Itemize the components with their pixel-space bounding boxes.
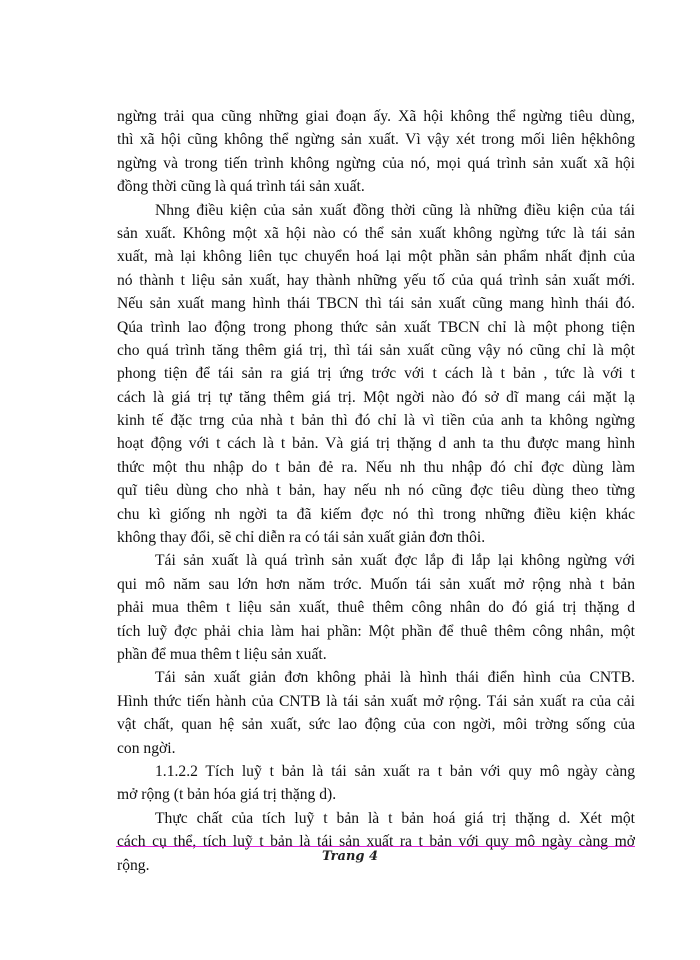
text-line: qui mô năm sau lớn hơn năm trớc. Muốn tái sản xuất mở rộng nhà t bản xyxy=(117,575,635,593)
text-line: không thay đổi, sẽ chỉ diễn ra có tái sản xuất giản đơn thôi. xyxy=(117,529,486,547)
text-line: phải mua thêm t liệu sản xuất, thuê thêm công nhân do đó giá trị thặng d xyxy=(117,599,635,617)
text-line: vật chất, quan hệ sản xuất, sức lao động của con ngời, môi trờng sống của xyxy=(117,716,635,734)
text-line: Nếu sản xuất mang hình thái TBCN thì tái sản xuất cũng mang hình thái đó. xyxy=(117,295,635,313)
text-line: cách cụ thể, tích luỹ t bản là tái sản xuất ra t bản với quy mô ngày càng mở xyxy=(117,833,635,851)
text-line: Thực chất của tích luỹ t bản là t bản hoá giá trị thặng d. Xét một xyxy=(155,809,635,827)
text-line: nó thành t liệu sản xuất, hay thành những yếu tố của quá trình sản xuất mới. xyxy=(117,271,635,289)
text-line: rộng. xyxy=(117,856,150,874)
text-line: phong tiện để tái sản ra giá trị ứng trớc với t cách là t bản , tức là với t xyxy=(117,365,635,383)
text-line: hoạt động với t cách là t bản. Và giá trị thặng d anh ta thu được mang hình xyxy=(117,435,635,453)
footer-divider xyxy=(116,846,635,847)
text-line: kinh tế đặc trng của nhà t bản thì đó chỉ là vì tiền của anh ta không ngừng xyxy=(117,412,635,430)
text-line: đồng thời cũng là quá trình tái sản xuất. xyxy=(117,178,365,196)
page-number: Trang 4 xyxy=(321,849,379,864)
text-line: ngừng và trong tiến trình không ngừng của nó, mọi quá trình sản xuất xã hội xyxy=(117,154,635,172)
text-line: 1.1.2.2 Tích luỹ t bản là tái sản xuất ra t bản với quy mô ngày càng xyxy=(155,762,635,780)
text-line: quĩ tiêu dùng cho nhà t bản, hay nếu nh nó cũng đợc tiêu dùng theo từng xyxy=(117,482,635,500)
text-line: phần để mua thêm t liệu sản xuất. xyxy=(117,645,327,663)
text-line: Nhng điều kiện của sản xuất đồng thời cũng là những điều kiện của tái xyxy=(155,201,635,219)
text-line: sản xuất. Không một xã hội nào có thể sản xuất không ngừng tức là tái sản xyxy=(117,224,635,242)
text-line: Hình thức tiến hành của CNTB là tái sản xuất mở rộng. Tái sản xuất ra của cải xyxy=(117,692,635,710)
text-line: cho quá trình tăng thêm giá trị, thì tái sản xuất cũng vậy nó cũng chỉ là một xyxy=(117,341,635,359)
body-text xyxy=(117,105,635,877)
text-line: tích luỹ đợc phải chia làm hai phần: Một phần để thuê thêm công nhân, một xyxy=(117,622,635,640)
text-line: thì xã hội cũng không thể ngừng sản xuất. Vì vậy xét trong mối liên hệkhông xyxy=(117,131,635,149)
text-line: con ngời. xyxy=(117,739,176,757)
text-line: cách là giá trị tự tăng thêm giá trị. Một ngời nào đó sở dĩ mang cái mặt lạ xyxy=(117,388,635,406)
text-line: Tái sản xuất giản đơn không phải là hình thái điển hình của CNTB. xyxy=(155,669,635,687)
text-line: thức một thu nhập do t bản đẻ ra. Nếu nh thu nhập đó chỉ đợc dùng làm xyxy=(117,458,635,476)
text-line: Tái sản xuất là quá trình sản xuất đợc lắp đi lắp lại không ngừng với xyxy=(155,552,635,570)
text-line: chu kì giống nh ngời ta đã kiếm đợc nó thì trong những điều kiện khác xyxy=(117,505,635,523)
text-line: mở rộng (t bản hóa giá trị thặng d). xyxy=(117,786,337,804)
text-line: xuất, mà lại không liên tục chuyển hoá lại một phần sản phẩm nhất định của xyxy=(117,248,635,266)
text-line: Qúa trình lao động trong phong thức sản xuất TBCN chỉ là một phong tiện xyxy=(117,318,635,336)
text-line: ngừng trải qua cũng những giai đoạn ấy. Xã hội không thể ngừng tiêu dùng, xyxy=(117,108,635,125)
